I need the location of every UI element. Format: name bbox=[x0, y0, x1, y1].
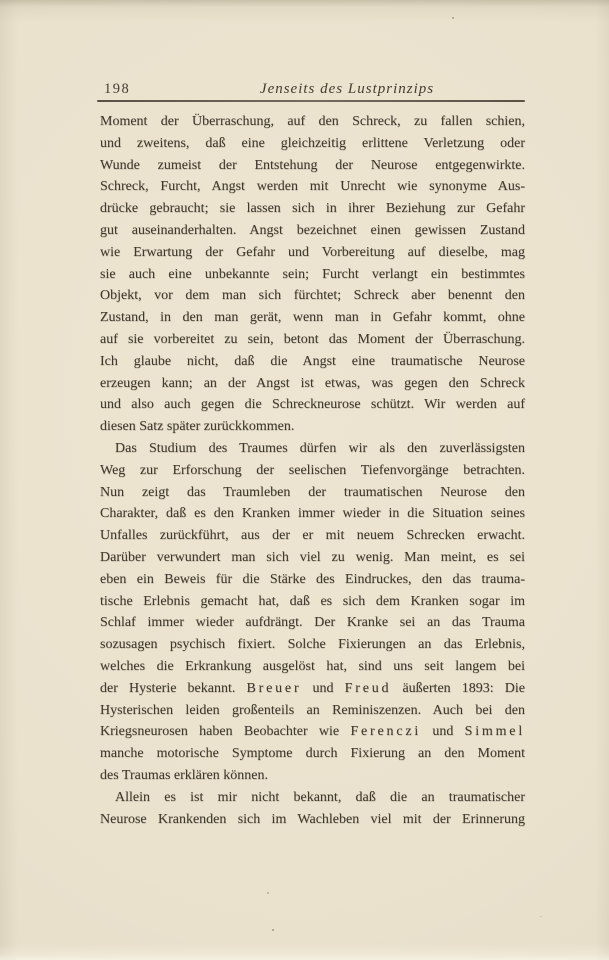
text-line: Darüber verwundert man sich viel zu wenig. Man meint, es sei bbox=[100, 549, 525, 565]
text-line: Kriegsneurosen haben Beobachter wie Ferenczi und Simmel bbox=[100, 724, 526, 740]
text-line: Nun zeigt das Traumleben der traumatischen Neurose den bbox=[100, 484, 525, 500]
paper-speck bbox=[540, 916, 542, 917]
text-line: Das Studium des Traumes dürfen wir als den zuverlässigsten bbox=[115, 440, 525, 456]
page-text bbox=[100, 111, 525, 830]
text-line: Weg zur Erforschung der seelischen Tiefenvorgänge betrachten. bbox=[100, 462, 525, 478]
text-line: Unfalles zurückführt, aus der er mit neuem Schrecken erwacht. bbox=[100, 528, 525, 544]
text-line: der Hysterie bekannt. Breuer und Freud äußerten 1893: Die bbox=[100, 680, 526, 696]
text-line: sie auch eine unbekannte sein; Furcht verlangt ein bestimmtes bbox=[100, 266, 525, 282]
text-line: tische Erlebnis gemacht hat, daß es sich dem Kranken sogar im bbox=[100, 593, 525, 609]
emphasized-name: Breuer bbox=[246, 680, 302, 696]
text-line: und also auch gegen die Schreckneurose schützt. Wir werden auf bbox=[100, 397, 525, 413]
text-line: Wunde zumeist der Entstehung der Neurose entgegenwirkte. bbox=[100, 157, 525, 173]
page-number: 198 bbox=[104, 81, 131, 97]
text-line: Schlaf immer wieder aufdrängt. Der Kranke sei an das Trauma bbox=[100, 615, 525, 631]
text-line: Moment der Überraschung, auf den Schreck, zu fallen schien, bbox=[100, 114, 525, 129]
text-line: Ich glaube nicht, daß die Angst eine traumatische Neurose bbox=[100, 353, 525, 369]
emphasized-name: Ferenczi bbox=[350, 724, 422, 740]
paper-speck bbox=[272, 929, 274, 931]
text-line: und zweitens, daß eine gleichzeitig erlittene Verletzung oder bbox=[100, 135, 525, 151]
text-line: gut auseinanderhalten. Angst bezeichnet einen gewissen Zustand bbox=[100, 222, 525, 238]
text-line: wie Erwartung der Gefahr und Vorbereitung auf dieselbe, mag bbox=[100, 244, 525, 260]
text-line: Neurose Krankenden sich im Wachleben viel mit der Erinnerung bbox=[100, 811, 525, 827]
running-title: Jenseits des Lustprinzips bbox=[259, 81, 435, 97]
header-rule bbox=[97, 100, 525, 102]
text-line: manche motorische Symptome durch Fixierung an den Moment bbox=[100, 746, 525, 762]
emphasized-name: Freud bbox=[344, 680, 392, 696]
text-line: Zustand, in den man gerät, wenn man in Gefahr kommt, ohne bbox=[100, 310, 525, 326]
paper-speck bbox=[452, 17, 454, 19]
text-line: Charakter, daß es den Kranken immer wieder in die Situation seines bbox=[100, 506, 525, 522]
paper-speck bbox=[267, 892, 269, 894]
text-line: eben ein Beweis für die Stärke des Eindruckes, den das trauma- bbox=[100, 571, 525, 587]
text-line: diesen Satz später zurückkommen. bbox=[100, 419, 295, 435]
text-line: drücke gebraucht; sie lassen sich in ihrer Beziehung zur Gefahr bbox=[100, 201, 525, 217]
emphasized-name: Simmel bbox=[464, 724, 526, 740]
text-line: auf sie vorbereitet zu sein, betont das Moment der Überraschung. bbox=[100, 331, 525, 347]
text-line: Schreck, Furcht, Angst werden mit Unrecht wie synonyme Aus- bbox=[100, 179, 525, 195]
text-line: sozusagen psychisch fixiert. Solche Fixierungen an das Erlebnis, bbox=[100, 637, 525, 653]
text-line: des Traumas erklären können. bbox=[100, 767, 268, 783]
text-line: erzeugen kann; an der Angst ist etwas, was gegen den Schreck bbox=[100, 375, 525, 391]
text-line: Allein es ist mir nicht bekannt, daß die an traumatischer bbox=[115, 789, 525, 805]
page-header bbox=[0, 81, 609, 101]
text-line: welches die Erkrankung ausgelöst hat, sind uns seit langem bei bbox=[100, 658, 525, 674]
text-line: Hysterischen leiden großenteils an Reminiszenzen. Auch bei den bbox=[100, 702, 525, 718]
text-line: Objekt, vor dem man sich fürchtet; Schreck aber benennt den bbox=[100, 288, 525, 304]
